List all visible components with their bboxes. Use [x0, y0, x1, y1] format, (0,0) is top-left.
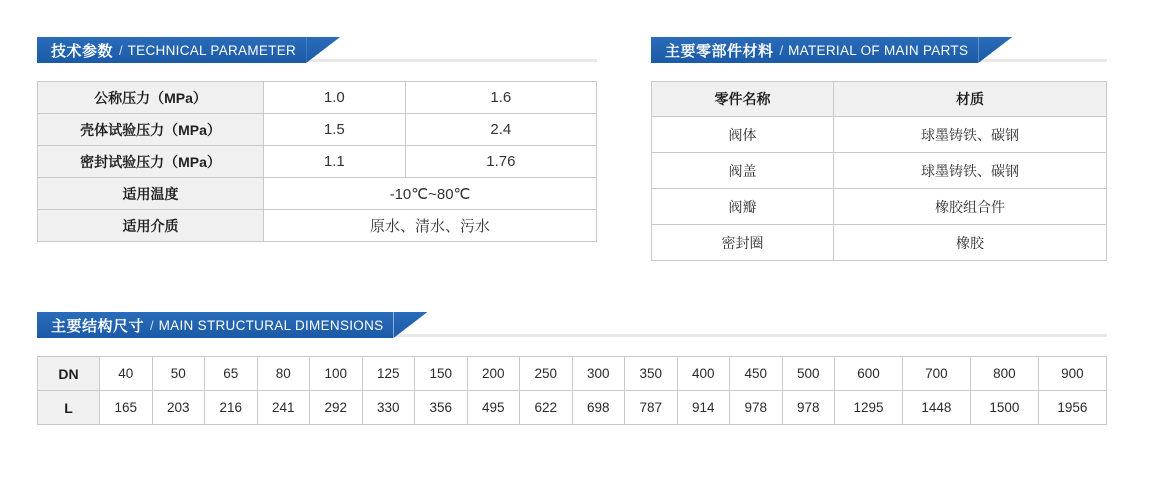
table-header-row [652, 82, 1107, 117]
dn-value: 50 [152, 357, 205, 391]
table-row [652, 117, 1107, 153]
l-value: 978 [782, 391, 835, 425]
row-value: 原水、清水、污水 [264, 210, 597, 242]
row-label: 适用温度 [38, 178, 264, 210]
l-value: 356 [415, 391, 468, 425]
part-name: 阀瓣 [652, 189, 834, 225]
main-structural-dimensions-section [37, 312, 1107, 425]
l-value: 914 [677, 391, 730, 425]
row-header-dn: DN [38, 357, 100, 391]
row-value: 1.76 [405, 146, 596, 178]
row-value: 1.1 [264, 146, 406, 178]
dn-value: 700 [902, 357, 970, 391]
dn-value: 40 [100, 357, 153, 391]
section-title-cn: 主要零部件材料 [665, 42, 774, 60]
dn-value: 350 [625, 357, 678, 391]
table-row [38, 82, 597, 114]
banner-content [651, 37, 978, 63]
l-value: 787 [625, 391, 678, 425]
dn-value: 450 [730, 357, 783, 391]
row-label: 壳体试验压力（MPa） [38, 114, 264, 146]
table-row [38, 146, 597, 178]
section-title-en: TECHNICAL PARAMETER [127, 42, 297, 58]
l-value: 1295 [835, 391, 903, 425]
title-separator: / [150, 317, 154, 333]
dn-value: 65 [205, 357, 258, 391]
material-banner [651, 37, 1107, 63]
banner-content [37, 37, 306, 63]
banner-arrow-shape [306, 37, 340, 63]
part-material: 橡胶组合件 [834, 189, 1107, 225]
banner-content [37, 312, 393, 338]
row-header-l: L [38, 391, 100, 425]
l-value: 1448 [902, 391, 970, 425]
title-separator: / [779, 42, 784, 58]
part-material: 橡胶 [834, 225, 1107, 261]
dimensions-banner [37, 312, 1107, 338]
dn-value: 300 [572, 357, 625, 391]
l-value: 495 [467, 391, 520, 425]
technical-parameter-section [37, 37, 597, 242]
dn-value: 500 [782, 357, 835, 391]
part-name: 阀体 [652, 117, 834, 153]
table-row [652, 225, 1107, 261]
material-table [651, 81, 1107, 261]
l-value: 203 [152, 391, 205, 425]
dn-value: 600 [835, 357, 903, 391]
l-value: 1500 [970, 391, 1038, 425]
part-material: 球墨铸铁、碳钢 [834, 153, 1107, 189]
table-row [38, 391, 1107, 425]
row-value: 1.0 [264, 82, 406, 114]
dn-value: 400 [677, 357, 730, 391]
section-title-en: MATERIAL OF MAIN PARTS [788, 42, 969, 58]
part-name: 阀盖 [652, 153, 834, 189]
dn-value: 125 [362, 357, 415, 391]
table-row [38, 210, 597, 242]
l-value: 698 [572, 391, 625, 425]
dimensions-table [37, 356, 1107, 425]
banner-arrow-shape [978, 37, 1012, 63]
table-row [38, 357, 1107, 391]
part-name: 密封圈 [652, 225, 834, 261]
table-row [652, 189, 1107, 225]
column-header: 材质 [834, 82, 1107, 117]
dn-value: 200 [467, 357, 520, 391]
row-value: 1.6 [405, 82, 596, 114]
title-separator: / [119, 42, 123, 58]
dn-value: 100 [310, 357, 363, 391]
l-value: 978 [730, 391, 783, 425]
material-of-main-parts-section [651, 37, 1107, 261]
technical-parameter-table [37, 81, 597, 242]
table-row [38, 114, 597, 146]
l-value: 330 [362, 391, 415, 425]
part-material: 球墨铸铁、碳钢 [834, 117, 1107, 153]
l-value: 622 [520, 391, 573, 425]
banner-arrow-shape [393, 312, 427, 338]
l-value: 1956 [1038, 391, 1106, 425]
row-label: 适用介质 [38, 210, 264, 242]
dn-value: 800 [970, 357, 1038, 391]
column-header: 零件名称 [652, 82, 834, 117]
l-value: 216 [205, 391, 258, 425]
row-value: 2.4 [405, 114, 596, 146]
l-value: 292 [310, 391, 363, 425]
section-title-cn: 主要结构尺寸 [51, 317, 145, 335]
row-label: 密封试验压力（MPa） [38, 146, 264, 178]
row-value: 1.5 [264, 114, 406, 146]
dn-value: 900 [1038, 357, 1106, 391]
dn-value: 250 [520, 357, 573, 391]
section-title-cn: 技术参数 [51, 42, 114, 60]
dn-value: 150 [415, 357, 468, 391]
row-label: 公称压力（MPa） [38, 82, 264, 114]
row-value: -10℃~80℃ [264, 178, 597, 210]
dn-value: 80 [257, 357, 310, 391]
table-row [652, 153, 1107, 189]
l-value: 241 [257, 391, 310, 425]
section-title-en: MAIN STRUCTURAL DIMENSIONS [158, 317, 384, 333]
technical-parameter-banner [37, 37, 597, 63]
table-row [38, 178, 597, 210]
l-value: 165 [100, 391, 153, 425]
